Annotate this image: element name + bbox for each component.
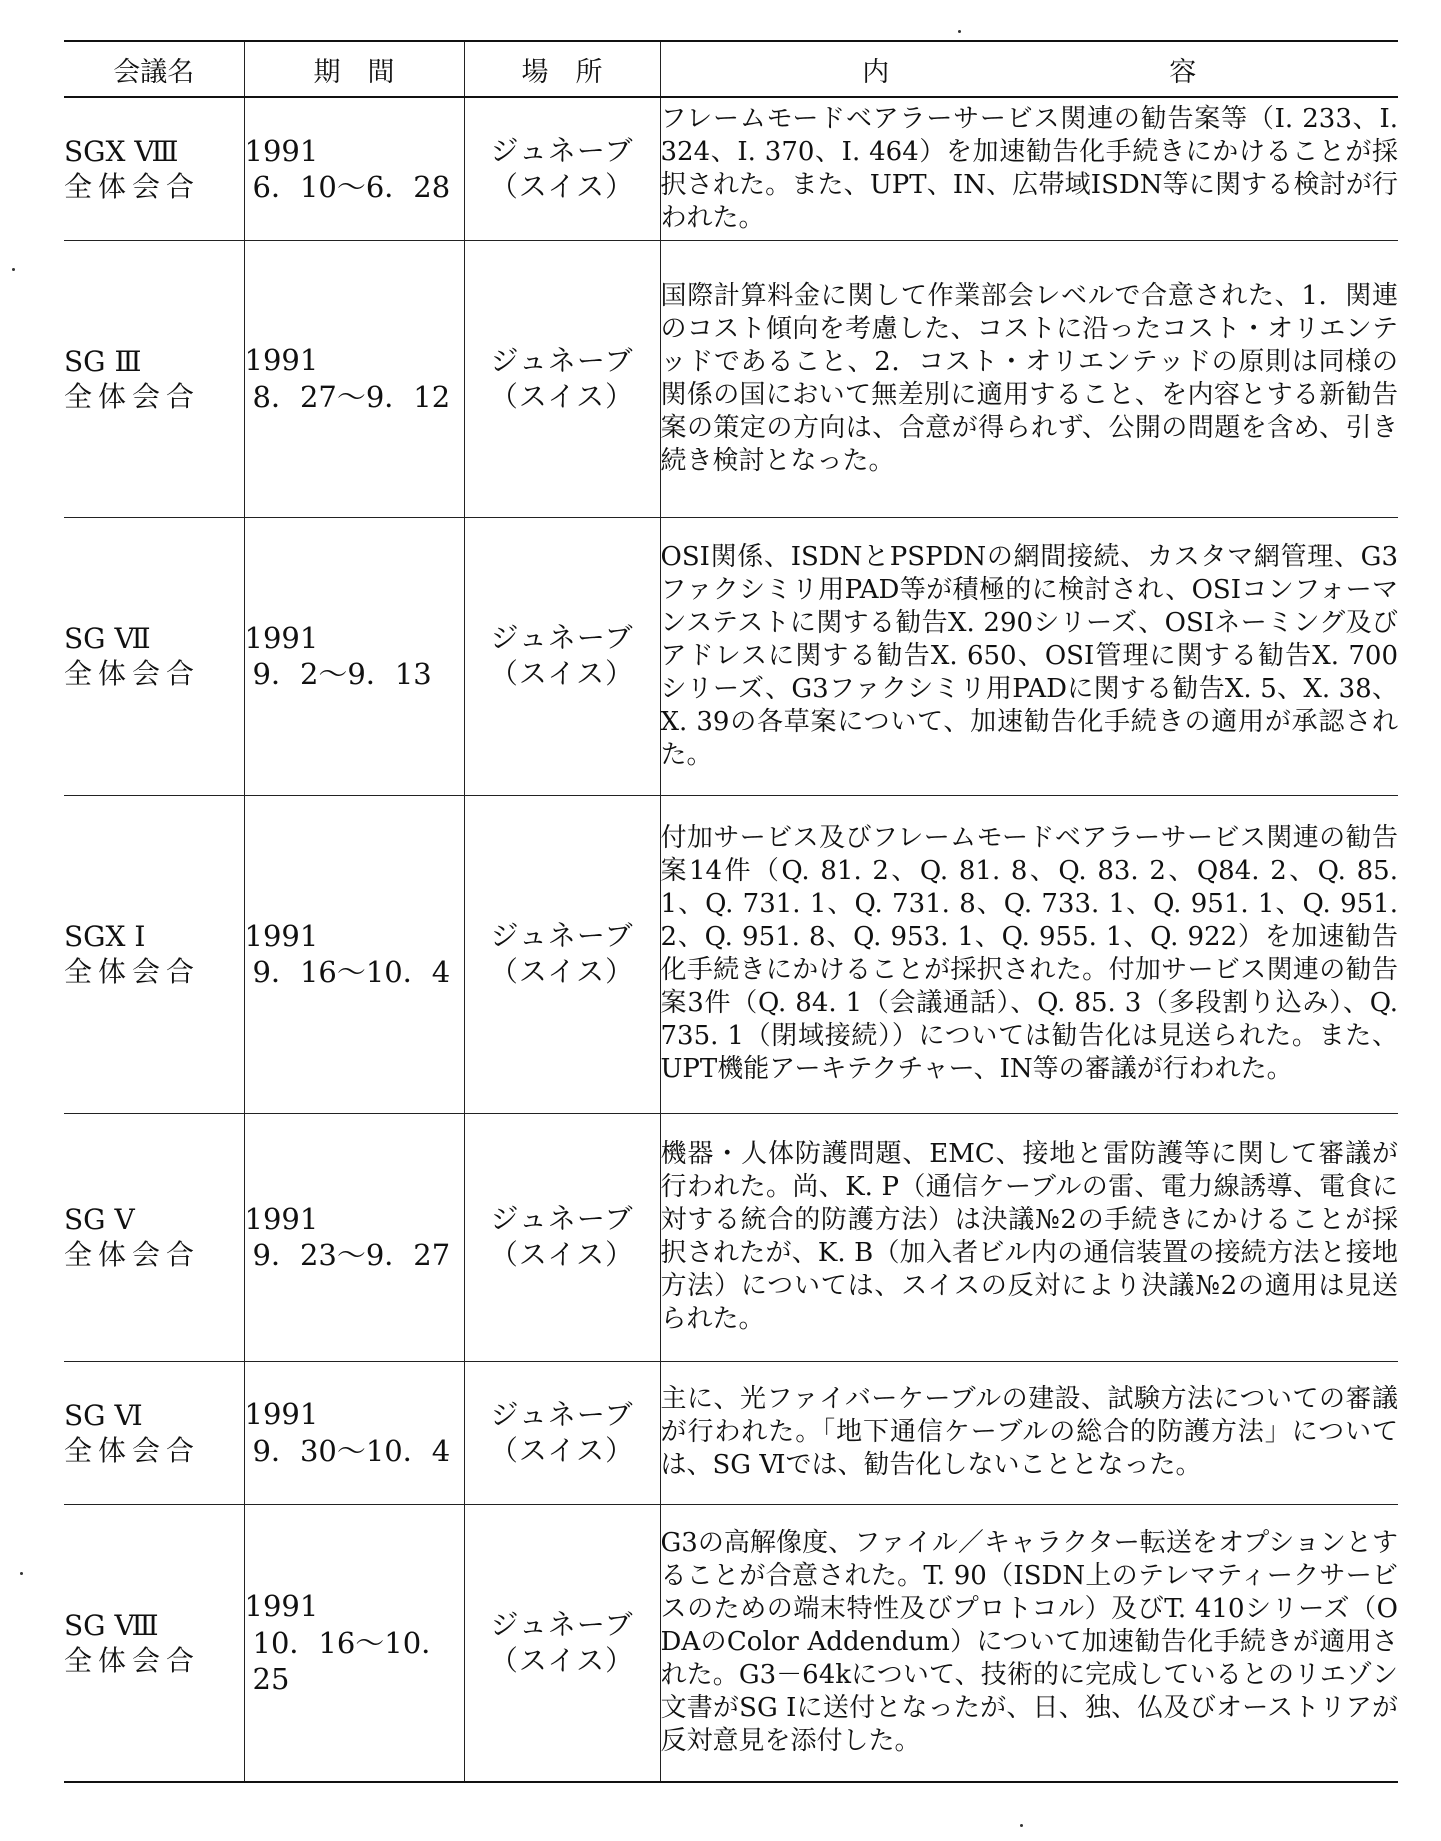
- session-type: 全体会合: [64, 379, 201, 413]
- header-content-char-2: 容: [1169, 56, 1197, 88]
- session-type: 全体会合: [64, 955, 201, 988]
- header-meeting-name: 会議名: [113, 56, 195, 88]
- place-country: （スイス）: [489, 955, 635, 988]
- date-range: 9．2～9．13: [252, 657, 432, 691]
- date-range: 10．16～10．25: [252, 1625, 451, 1696]
- table-row: [64, 517, 1398, 795]
- study-group: SG Ⅵ: [64, 1398, 143, 1432]
- study-group: SG Ⅷ: [64, 1608, 159, 1642]
- period-cell: [244, 517, 464, 795]
- header-content-char-1: 内: [862, 56, 890, 88]
- meeting-name-cell: [64, 97, 244, 240]
- date-range: 9．23～9．27: [252, 1238, 451, 1272]
- meeting-name-cell: [64, 1113, 244, 1361]
- table-row: [64, 97, 1398, 240]
- place-city: ジュネーブ: [490, 1397, 634, 1431]
- session-type: 全体会合: [64, 1238, 201, 1271]
- study-group: SG Ⅶ: [64, 622, 151, 655]
- place-cell: [464, 97, 660, 240]
- study-group: SGX Ⅰ: [64, 920, 146, 953]
- meeting-name-cell: [64, 1361, 244, 1504]
- session-type: 全体会合: [64, 657, 201, 690]
- date-range: 6．10～6．28: [252, 169, 451, 204]
- place-city: ジュネーブ: [490, 621, 634, 655]
- place-country: （スイス）: [489, 1238, 635, 1271]
- table-row: [64, 795, 1398, 1113]
- table-row: [64, 1113, 1398, 1361]
- meeting-name-cell: [64, 240, 244, 517]
- meeting-name-cell: [64, 517, 244, 795]
- content-cell: 付加サービス及びフレームモードベアラーサービス関連の勧告案14件（Q. 81. 2、Q. 81. 8、Q. 83. 2、Q84. 2、Q. 85. 1、Q. 731. 1、Q. 731. 8、Q. 733. 1、Q. 951. 1、Q. 951. 2、Q. 951. 8、Q. 953. 1、Q. 955. 1、Q. 922）を加速勧告化手続きにかけることが採択された。付加サービス関連の勧告案3件（Q. 84. 1（会議通話）、Q. 85. 3（多段割り込み）、Q. 735. 1（閉域接続））については勧告化は見送られた。また、UPT機能アーキテクチャー、IN等の審議が行われた。: [660, 795, 1398, 1113]
- table-row: [64, 1504, 1398, 1782]
- period-cell: [244, 795, 464, 1113]
- meeting-name-cell: [64, 795, 244, 1113]
- content-cell: 主に、光ファイバーケーブルの建設、試験方法についての審議が行われた。「地下通信ケーブルの総合的防護方法」については、SG Ⅵでは、勧告化しないこととなった。: [660, 1361, 1398, 1504]
- meetings-table: [64, 40, 1398, 1783]
- place-cell: [464, 1113, 660, 1361]
- scan-speck: [958, 30, 961, 33]
- content-cell: OSI関係、ISDNとPSPDNの網間接続、カスタマ網管理、G3ファクシミリ用PAD等が積極的に検討され、OSIコンフォーマンステストに関する勧告X. 290シリーズ、OSIネーミング及びアドレスに関する勧告X. 650、OSI管理に関する勧告X. 700シリーズ、G3ファクシミリ用PADに関する勧告X. 5、X. 38、X. 39の各草案について、加速勧告化手続きの適用が承認された。: [660, 517, 1398, 795]
- session-type: 全体会合: [64, 1643, 201, 1677]
- period-cell: [244, 1113, 464, 1361]
- content-cell: 国際計算料金に関して作業部会レベルで合意された、1．関連のコスト傾向を考慮した、コストに沿ったコスト・オリエンテッドであること、2．コスト・オリエンテッドの原則は同様の関係の国において無差別に適用すること、を内容とする新勧告案の策定の方向は、合意が得られず、公開の問題を含め、引き続き検討となった。: [660, 240, 1398, 517]
- place-cell: [464, 795, 660, 1113]
- place-country: （スイス）: [489, 379, 635, 413]
- place-country: （スイス）: [489, 169, 635, 203]
- table-row: [64, 240, 1398, 517]
- content-cell: G3の高解像度、ファイル／キャラクター転送をオプションとすることが合意された。T. 90（ISDN上のテレマティークサービスのための端末特性及びプロトコル）及びT. 410シリーズ（ODAのColor Addendum）について加速勧告化手続きが適用された。G3－64kについて、技術的に完成しているとのリエゾン文書がSG Ⅰに送付となったが、日、独、仏及びオーストリアが反対意見を添付した。: [660, 1504, 1398, 1782]
- period-cell: [244, 1504, 464, 1782]
- scan-speck: [20, 1572, 23, 1575]
- study-group: SG Ⅲ: [64, 344, 142, 378]
- place-city: ジュネーブ: [490, 919, 634, 953]
- date-range: 8．27～9．12: [252, 379, 451, 414]
- session-type: 全体会合: [64, 1433, 201, 1467]
- header-content: [660, 41, 1398, 97]
- study-group: SG Ⅴ: [64, 1203, 135, 1236]
- study-group: SGX Ⅷ: [64, 134, 179, 168]
- year: 1991: [244, 343, 319, 378]
- place-city: ジュネーブ: [490, 1607, 634, 1641]
- year: 1991: [244, 1589, 319, 1624]
- session-type: 全体会合: [64, 169, 201, 203]
- scan-speck: [1020, 1824, 1023, 1827]
- year: 1991: [244, 133, 319, 168]
- header-period: 期 間: [244, 41, 464, 97]
- scan-speck: [12, 268, 15, 271]
- place-country: （スイス）: [489, 1643, 635, 1677]
- period-cell: [244, 1361, 464, 1504]
- year: 1991: [244, 1201, 319, 1236]
- place-country: （スイス）: [489, 657, 635, 690]
- place-city: ジュネーブ: [490, 133, 634, 167]
- meeting-name-cell: [64, 1504, 244, 1782]
- year: 1991: [244, 1397, 319, 1432]
- year: 1991: [244, 918, 319, 953]
- date-range: 9．30～10．4: [252, 1433, 451, 1468]
- content-cell: 機器・人体防護問題、EMC、接地と雷防護等に関して審議が行われた。尚、K. P（通信ケーブルの雷、電力線誘導、電食に対する統合的防護方法）は決議№2の手続きにかけることが採択されたが、K. B（加入者ビル内の通信装置の接続方法と接地方法）については、スイスの反対により決議№2の適用は見送られた。: [660, 1113, 1398, 1361]
- place-city: ジュネーブ: [490, 1202, 634, 1236]
- place-city: ジュネーブ: [490, 343, 634, 377]
- header-row: [64, 41, 1398, 97]
- place-cell: [464, 517, 660, 795]
- place-cell: [464, 1504, 660, 1782]
- table-row: [64, 1361, 1398, 1504]
- place-cell: [464, 240, 660, 517]
- place-cell: [464, 1361, 660, 1504]
- period-cell: [244, 240, 464, 517]
- content-cell: フレームモードベアラーサービス関連の勧告案等（I. 233、I. 324、I. 370、I. 464）を加速勧告化手続きにかけることが採択された。また、UPT、IN、広帯域ISDN等に関する検討が行われた。: [660, 97, 1398, 240]
- place-country: （スイス）: [489, 1433, 635, 1467]
- period-cell: [244, 97, 464, 240]
- header-place: 場 所: [464, 41, 660, 97]
- year: 1991: [244, 620, 319, 655]
- date-range: 9．16～10．4: [252, 955, 451, 989]
